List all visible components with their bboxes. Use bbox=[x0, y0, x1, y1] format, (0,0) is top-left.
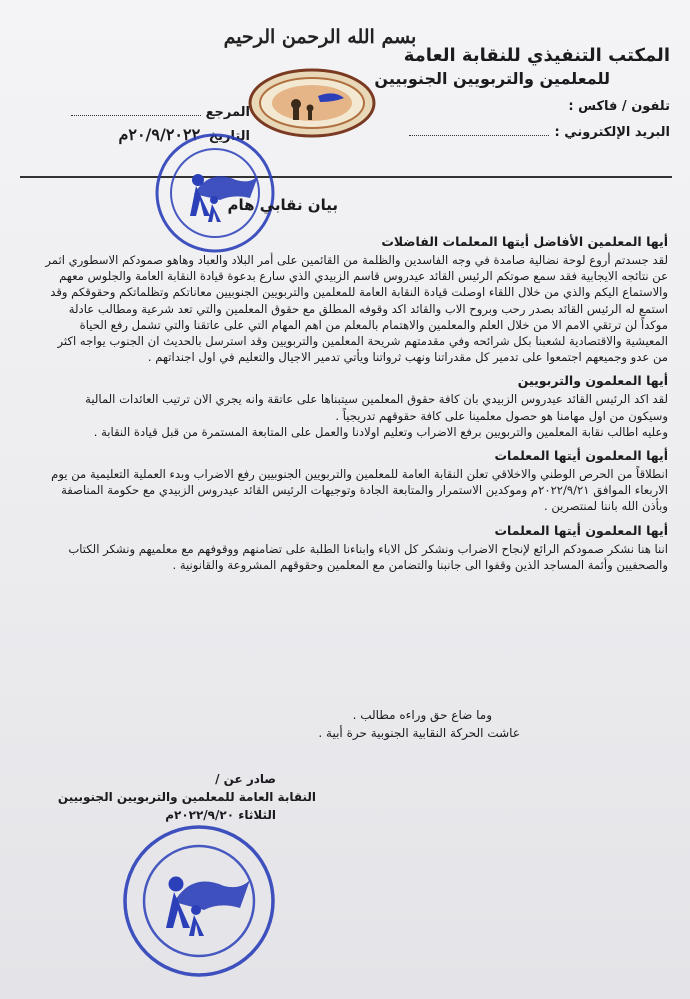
section-heading: أيها المعلمون أيتها المعلمات bbox=[494, 522, 668, 538]
closing-block bbox=[230, 706, 520, 742]
basmala: بسم الله الرحمن الرحيم bbox=[223, 26, 417, 48]
section-paragraph: لقد اكد الرئيس القائد عيدروس الزبيدي بان كافة حقوق المعلمين سيتبناها على عاتقة وانه يجري الان ترتيب العائدات المالية وسيكون من اول مهامنا هو حصول معلمينا على كافة حقوقهم تدريجياً . bbox=[85, 392, 668, 423]
section-heading: أيها المعلمين الأفاضل أيتها المعلمات الفاضلات bbox=[381, 234, 668, 249]
header-organization bbox=[370, 44, 670, 144]
section-paragraph: اننا هنا نشكر صمودكم الرائع لإنجاح الاضراب ونشكر كل الاباء وابناءنا الطلبة على تضامنهم ووقوفهم مع معلميهم ونشكر الكتاب والصحفيين وأئمة المساجد الذين وقفوا الى جانبنا والتضامن مع المعلمين وحقوقهم المشروعة والقانونية . bbox=[68, 541, 668, 572]
section-heading: أيها المعلمون والتربويين bbox=[517, 373, 668, 389]
section-paragraph: لقد جسدتم أروع لوحة نضالية صامدة في وجه الفاسدين والظلمة من القائمين على أمر البلاد والعباد وهاهو صمودكم الاسطوري اثمر عن نتائجه الايجابية فقد سمع صوتكم الرئيس القائد عيدروس قاسم الزبيدي الذي سارع بدعوة قيادة النقابة العامة والجلوس معهم والاستماع اليكم والذي من خلال اللقاء اوصلت قيادة النقابة العامة للمعلمين والتربويين الجنوبيين معاناتكم وتظلماتكم وحقوقكم وقد استمع له الرئيس القائد بصدر رحب وبروح الاب والقائد اكد وقوفه المطلق مع حقوق المعلمين والتي تعد شرعية ومطالب عادلة موكداً لن ترتقي الامم الا من خلال العلم والمعلمين والاهتمام بالمعلم من اهم المهام التي على عاتقنا والتي تشمل رفع الحياة المعيشية والاقتصادية لشعبنا بكل شرائحه وفي مقدمتهم شريحة المعلمين والتربويين وقد استرسل بالحديث ان الجنوب يواجه اكثر من عدو وجميعهم اجتمعوا على تدمير كل مقدراتنا ونهب ثرواتنا ويأتي تدمير الاجيال والتعليم في اول اجنداتهم . bbox=[45, 253, 668, 365]
statement-body bbox=[44, 230, 668, 573]
date-line: التاريخ ٢٠/٩/٢٠٢٢م bbox=[118, 125, 250, 144]
signature-block bbox=[56, 770, 316, 824]
closing-line1: وما ضاع حق وراءه مطالب . bbox=[352, 708, 492, 722]
org-name-line2: للمعلمين والتربويين الجنوبيين bbox=[374, 69, 610, 88]
section-paragraph: انطلاقاً من الحرص الوطني والاخلاقي تعلن النقابة العامة للمعلمين والتربويين الجنوبيين رفع الاضراب وبدء العملية التعليمية من يوم الاربعاء الموافق ٢٠٢٢/٩/٢١م وموكدين الاستمرار والمتابعة الجادة وتوجيهات الرئيس القائد عيدروس الزبيدي مع حكومة المناصفة وبأذن الله باننا لمنتصرين . bbox=[51, 467, 668, 514]
org-name-line1: المكتب التنفيذي للنقابة العامة bbox=[403, 45, 670, 66]
section-paragraph: وعليه اطالب نقابة المعلمين والتربويين برفع الاضراب وتعليم اولادنا والعمل على المتابعة المستمرة من قبل قيادة النقابة . bbox=[93, 424, 668, 439]
issued-by-label: صادر عن / bbox=[215, 772, 276, 786]
statement-title: بيان نقابي هام bbox=[227, 196, 338, 214]
section-heading: أيها المعلمون أيتها المعلمات bbox=[494, 448, 668, 464]
header-divider bbox=[20, 176, 672, 178]
date-value: ٢٠/٩/٢٠٢٢م bbox=[118, 125, 201, 144]
email-label: البريد الإلكتروني : bbox=[370, 122, 670, 144]
phone-fax-label: تلفون / فاكس : bbox=[568, 99, 670, 114]
union-stamp-icon bbox=[118, 822, 280, 980]
closing-line2: عاشت الحركة النقابية الجنوبية حرة أبية . bbox=[318, 726, 520, 740]
signature-date: الثلاثاء ٢٠٢٢/٩/٢٠م bbox=[165, 808, 276, 822]
reference-label: المرجع bbox=[40, 102, 250, 124]
issuer-name: النقابة العامة للمعلمين والتربويين الجنوبيين bbox=[57, 790, 316, 804]
